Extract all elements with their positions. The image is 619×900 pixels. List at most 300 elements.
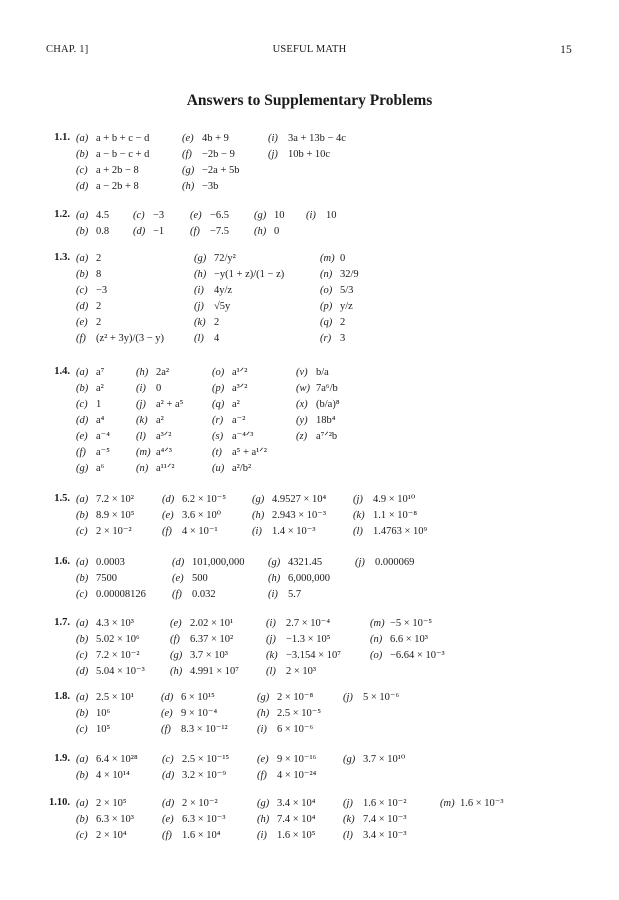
answer-value: 2 × 10⁻² — [96, 526, 132, 537]
answer-item — [212, 414, 245, 428]
answer-row — [0, 707, 619, 723]
answer-value: 4y/z — [214, 285, 233, 296]
answer-item — [162, 509, 221, 523]
answer-value: 5.7 — [288, 589, 302, 600]
answer-value: −3 — [96, 285, 108, 296]
answer-label: (x) — [296, 399, 308, 410]
problem-number: 1.1. — [54, 132, 70, 143]
answer-value: a⁻⁵ — [96, 447, 110, 458]
answer-value: 2 × 10⁻² — [182, 798, 218, 809]
answer-value: −y(1 + z)/(1 − z) — [214, 269, 285, 280]
answer-value: 5.02 × 10⁶ — [96, 634, 140, 645]
answer-label: (c) — [76, 589, 88, 600]
answer-value: 10⁶ — [96, 708, 111, 719]
answer-row — [0, 414, 619, 430]
answer-value: 4 × 10⁻²⁴ — [277, 770, 317, 781]
answer-value: 3a + 13b − 4c — [288, 133, 346, 144]
answer-value: 4b + 9 — [202, 133, 229, 144]
answer-label: (d) — [161, 692, 174, 703]
problem-number: 1.3. — [54, 252, 70, 263]
answer-label: (e) — [76, 317, 88, 328]
answer-item — [268, 132, 346, 146]
problem-number: 1.10. — [49, 797, 70, 808]
answer-label: (k) — [136, 415, 148, 426]
answer-label: (i) — [268, 589, 278, 600]
answer-value: a² — [232, 399, 240, 410]
answer-item — [370, 649, 445, 663]
answer-row — [0, 588, 619, 604]
answer-row — [0, 164, 619, 180]
answer-label: (o) — [370, 650, 383, 661]
answer-label: (q) — [320, 317, 333, 328]
answer-value: a⁷ — [96, 367, 105, 378]
answer-item — [182, 180, 218, 194]
answer-label: (h) — [257, 708, 270, 719]
answer-label: (e) — [76, 431, 88, 442]
answer-value: a⁶ — [96, 463, 105, 474]
answer-label: (o) — [320, 285, 333, 296]
answer-label: (b) — [76, 226, 89, 237]
answer-value: a⁻⁴ᐟ³ — [232, 431, 254, 442]
answer-row — [0, 753, 619, 769]
answer-item — [76, 252, 101, 266]
answer-value: 1.6 × 10⁻³ — [460, 798, 504, 809]
answer-label: (h) — [194, 269, 207, 280]
answer-label: (b) — [76, 269, 89, 280]
answer-row — [0, 446, 619, 462]
answer-item — [136, 398, 183, 412]
answer-label: (w) — [296, 383, 310, 394]
answer-item — [76, 209, 109, 223]
answer-value: a³ᐟ² — [232, 383, 248, 394]
answer-label: (m) — [320, 253, 335, 264]
answer-label: (f) — [170, 634, 180, 645]
answer-item — [161, 723, 228, 737]
answer-item — [161, 691, 215, 705]
answer-item — [320, 252, 345, 266]
answer-value: 6.3 × 10⁻³ — [182, 814, 226, 825]
answer-label: (f) — [76, 333, 86, 344]
answer-value: 10b + 10c — [288, 149, 331, 160]
answer-label: (p) — [320, 301, 333, 312]
answer-item — [172, 556, 245, 570]
answer-label: (f) — [162, 830, 172, 841]
answer-value: 2 × 10⁻⁸ — [277, 692, 314, 703]
answer-label: (i) — [257, 724, 267, 735]
answer-item — [170, 649, 228, 663]
answer-item — [170, 617, 233, 631]
answer-value: 0 — [274, 226, 280, 237]
answer-row — [0, 180, 619, 196]
answer-label: (c) — [162, 754, 174, 765]
answer-item — [266, 633, 330, 647]
answer-row — [0, 633, 619, 649]
answer-item — [212, 430, 253, 444]
answer-value: (b/a)⁸ — [316, 399, 340, 410]
answer-label: (i) — [257, 830, 267, 841]
answer-label: (y) — [296, 415, 308, 426]
problem-110-answers — [0, 797, 619, 845]
answer-value: a² + a⁵ — [156, 399, 184, 410]
answer-row — [0, 509, 619, 525]
answer-item — [194, 332, 219, 346]
answer-label: (f) — [182, 149, 192, 160]
answer-value: a + b + c − d — [96, 133, 150, 144]
answer-label: (n) — [320, 269, 333, 280]
answer-label: (i) — [266, 618, 276, 629]
answer-value: 2.5 × 10¹ — [96, 692, 134, 703]
answer-label: (f) — [190, 226, 200, 237]
answer-row — [0, 148, 619, 164]
answer-label: (b) — [76, 708, 89, 719]
answer-label: (k) — [343, 814, 355, 825]
answer-item — [76, 382, 104, 396]
answer-row — [0, 268, 619, 284]
answer-row — [0, 649, 619, 665]
answer-label: (a) — [76, 494, 89, 505]
answer-item — [182, 148, 235, 162]
answer-label: (d) — [162, 494, 175, 505]
answer-item — [254, 225, 279, 239]
answer-item — [76, 430, 110, 444]
answer-item — [320, 300, 353, 314]
answer-item — [212, 382, 247, 396]
answer-label: (j) — [136, 399, 146, 410]
answer-value: 7500 — [96, 573, 117, 584]
answer-label: (i) — [136, 383, 146, 394]
answer-value: a¹¹ᐟ² — [156, 463, 175, 474]
answer-item — [212, 446, 267, 460]
answer-label: (c) — [76, 830, 88, 841]
answer-value: 6 × 10⁻⁶ — [277, 724, 314, 735]
answer-item — [268, 556, 322, 570]
answer-item — [76, 132, 149, 146]
answer-item — [370, 633, 428, 647]
answer-item — [320, 332, 345, 346]
answer-label: (e) — [257, 754, 269, 765]
answer-item — [194, 252, 236, 266]
answer-label: (f) — [76, 447, 86, 458]
answer-value: 7.4 × 10⁻³ — [363, 814, 407, 825]
answer-label: (f) — [257, 770, 267, 781]
answer-item — [194, 300, 230, 314]
answer-value: a²/b² — [232, 463, 252, 474]
answer-row — [0, 525, 619, 541]
answer-item — [268, 588, 301, 602]
answer-label: (e) — [162, 510, 174, 521]
answer-label: (e) — [170, 618, 182, 629]
answer-item — [252, 509, 326, 523]
problem-number: 1.6. — [54, 556, 70, 567]
answer-label: (c) — [133, 210, 145, 221]
answer-item — [76, 462, 104, 476]
answer-value: 2 × 10⁵ — [96, 798, 127, 809]
answer-label: (m) — [440, 798, 455, 809]
answer-value: −1.3 × 10⁵ — [286, 634, 331, 645]
answer-item — [257, 769, 316, 783]
answer-label: (i) — [252, 526, 262, 537]
answer-item — [212, 462, 251, 476]
answer-row — [0, 132, 619, 148]
answer-value: −6.5 — [210, 210, 230, 221]
answer-label: (g) — [252, 494, 265, 505]
answer-label: (c) — [76, 285, 88, 296]
answer-value: 1 — [96, 399, 102, 410]
answer-label: (o) — [212, 367, 225, 378]
answer-item — [76, 572, 117, 586]
answer-value: 1.4 × 10⁻³ — [272, 526, 316, 537]
answer-value: 8.9 × 10⁵ — [96, 510, 135, 521]
answer-item — [257, 753, 316, 767]
answer-label: (i) — [194, 285, 204, 296]
answer-value: 1.4763 × 10⁹ — [373, 526, 428, 537]
answer-value: 2 × 10⁴ — [96, 830, 127, 841]
answer-item — [76, 164, 139, 178]
answer-item — [76, 665, 145, 679]
answer-label: (l) — [194, 333, 204, 344]
answer-label: (e) — [161, 708, 173, 719]
answer-item — [343, 691, 399, 705]
answer-row — [0, 398, 619, 414]
answer-item — [353, 509, 417, 523]
answer-label: (a) — [76, 253, 89, 264]
answer-value: −5 × 10⁻⁵ — [390, 618, 433, 629]
answer-value: 1.6 × 10⁴ — [182, 830, 221, 841]
answer-value: 500 — [192, 573, 208, 584]
answer-value: 0.032 — [192, 589, 216, 600]
answer-item — [266, 665, 316, 679]
answer-value: 4.3 × 10³ — [96, 618, 134, 629]
answer-label: (j) — [343, 798, 353, 809]
answer-label: (t) — [212, 447, 222, 458]
answer-value: b/a — [316, 367, 329, 378]
answer-value: (z² + 3y)/(3 − y) — [96, 333, 165, 344]
answer-value: 1.6 × 10⁻² — [363, 798, 407, 809]
answer-item — [161, 707, 217, 721]
answer-row — [0, 572, 619, 588]
answer-item — [252, 493, 326, 507]
answer-label: (m) — [370, 618, 385, 629]
answer-label: (c) — [76, 399, 88, 410]
answer-label: (f) — [161, 724, 171, 735]
answer-value: 7.2 × 10⁻² — [96, 650, 140, 661]
answer-label: (g) — [343, 754, 356, 765]
answer-value: 0 — [340, 253, 346, 264]
answer-row — [0, 691, 619, 707]
answer-item — [296, 430, 337, 444]
answer-item — [252, 525, 316, 539]
answer-row — [0, 617, 619, 633]
answer-value: 2 × 10³ — [286, 666, 317, 677]
answer-item — [76, 813, 134, 827]
answer-label: (h) — [136, 367, 149, 378]
answer-item — [194, 316, 219, 330]
answer-row — [0, 462, 619, 478]
answer-value: 1.1 × 10⁻⁸ — [373, 510, 417, 521]
answer-label: (d) — [162, 798, 175, 809]
answer-label: (b) — [76, 383, 89, 394]
answer-value: 4.991 × 10⁷ — [190, 666, 239, 677]
answer-label: (r) — [212, 415, 224, 426]
answer-value: 2 — [96, 253, 102, 264]
answer-value: 1.6 × 10⁵ — [277, 830, 316, 841]
answer-item — [76, 649, 140, 663]
answer-item — [266, 617, 330, 631]
answer-item — [76, 284, 107, 298]
answer-label: (a) — [76, 557, 89, 568]
answer-label: (z) — [296, 431, 308, 442]
answer-item — [257, 707, 321, 721]
answer-label: (g) — [170, 650, 183, 661]
answer-item — [257, 813, 315, 827]
answer-label: (g) — [194, 253, 207, 264]
answer-item — [440, 797, 504, 811]
answer-value: 3.6 × 10⁰ — [182, 510, 222, 521]
page-number: 15 — [560, 44, 572, 56]
answer-item — [257, 797, 315, 811]
problem-12-answers — [0, 209, 619, 241]
problem-number: 1.8. — [54, 691, 70, 702]
answer-label: (n) — [136, 463, 149, 474]
answer-label: (a) — [76, 798, 89, 809]
answer-value: 10 — [274, 210, 285, 221]
answer-value: 4.5 — [96, 210, 110, 221]
answer-item — [296, 382, 338, 396]
answer-item — [76, 180, 139, 194]
answer-value: a¹ᐟ² — [232, 367, 248, 378]
problem-16-answers — [0, 556, 619, 604]
answer-row — [0, 829, 619, 845]
answer-label: (b) — [76, 814, 89, 825]
answer-item — [355, 556, 414, 570]
answer-value: 7.4 × 10⁴ — [277, 814, 316, 825]
answer-label: (f) — [162, 526, 172, 537]
answer-item — [370, 617, 432, 631]
answer-value: −2b − 9 — [202, 149, 235, 160]
answer-item — [343, 813, 407, 827]
answer-item — [76, 588, 146, 602]
answer-item — [320, 316, 345, 330]
answer-item — [76, 225, 109, 239]
answer-value: a⁵ + a¹ᐟ² — [232, 447, 267, 458]
answer-value: 2.943 × 10⁻³ — [272, 510, 326, 521]
answer-value: 9 × 10⁻¹⁶ — [277, 754, 317, 765]
answer-item — [76, 556, 125, 570]
answer-value: 0 — [156, 383, 162, 394]
answer-item — [254, 209, 285, 223]
answer-label: (c) — [76, 526, 88, 537]
answer-label: (a) — [76, 618, 89, 629]
answer-label: (i) — [306, 210, 316, 221]
answer-value: 101,000,000 — [192, 557, 245, 568]
answer-value: a + 2b − 8 — [96, 165, 139, 176]
answer-label: (d) — [76, 415, 89, 426]
answer-label: (a) — [76, 133, 89, 144]
answer-label: (h) — [252, 510, 265, 521]
answer-item — [162, 769, 226, 783]
answer-label: (d) — [76, 181, 89, 192]
answer-item — [76, 300, 101, 314]
answer-value: 3.4 × 10⁻³ — [363, 830, 407, 841]
answer-label: (v) — [296, 367, 308, 378]
answer-value: −3b — [202, 181, 219, 192]
answer-item — [76, 691, 134, 705]
answer-label: (k) — [266, 650, 278, 661]
answer-item — [76, 366, 104, 380]
answer-item — [194, 284, 232, 298]
answer-label: (m) — [136, 447, 151, 458]
answer-item — [76, 525, 132, 539]
answer-label: (f) — [172, 589, 182, 600]
answer-value: 6.6 × 10³ — [390, 634, 428, 645]
answer-value: 9 × 10⁻⁴ — [181, 708, 218, 719]
answer-label: (k) — [194, 317, 206, 328]
answer-label: (b) — [76, 149, 89, 160]
answer-value: 2 — [214, 317, 220, 328]
answer-label: (j) — [266, 634, 276, 645]
answer-row — [0, 225, 619, 241]
answer-label: (e) — [182, 133, 194, 144]
answer-item — [136, 430, 171, 444]
answer-row — [0, 316, 619, 332]
answer-row — [0, 430, 619, 446]
answer-value: 8 — [96, 269, 102, 280]
answer-value: a⁴ — [96, 415, 105, 426]
answer-value: 3.7 × 10¹⁰ — [363, 754, 406, 765]
answer-value: 6.2 × 10⁻⁵ — [182, 494, 226, 505]
answer-item — [76, 753, 138, 767]
answer-item — [76, 148, 149, 162]
answer-row — [0, 300, 619, 316]
answer-item — [182, 132, 229, 146]
answer-row — [0, 556, 619, 572]
answer-value: 2a² — [156, 367, 170, 378]
answer-value: 18b⁴ — [316, 415, 336, 426]
answer-label: (j) — [353, 494, 363, 505]
answer-label: (g) — [268, 557, 281, 568]
answer-item — [162, 525, 218, 539]
answer-item — [296, 414, 335, 428]
answer-label: (a) — [76, 692, 89, 703]
answer-value: 3.7 × 10³ — [190, 650, 228, 661]
answer-item — [172, 588, 216, 602]
answer-label: (e) — [172, 573, 184, 584]
answer-item — [343, 829, 407, 843]
answer-label: (a) — [76, 367, 89, 378]
answer-value: 3.2 × 10⁻⁹ — [182, 770, 226, 781]
problem-number: 1.4. — [54, 366, 70, 377]
answer-item — [320, 268, 359, 282]
answer-item — [76, 633, 140, 647]
answer-label: (d) — [76, 301, 89, 312]
answer-item — [76, 509, 134, 523]
answer-value: −3.154 × 10⁷ — [286, 650, 341, 661]
answer-item — [162, 493, 226, 507]
answer-value: 3 — [340, 333, 346, 344]
answer-label: (g) — [254, 210, 267, 221]
answer-row — [0, 665, 619, 681]
answer-item — [162, 829, 220, 843]
answer-value: y/z — [340, 301, 353, 312]
answer-label: (s) — [212, 431, 224, 442]
answer-label: (j) — [194, 301, 204, 312]
answer-value: a − 2b + 8 — [96, 181, 139, 192]
answer-item — [76, 829, 127, 843]
answer-value: 72/y² — [214, 253, 236, 264]
answer-value: a³ᐟ² — [156, 431, 172, 442]
answer-item — [257, 829, 315, 843]
answer-value: 2.02 × 10¹ — [190, 618, 234, 629]
